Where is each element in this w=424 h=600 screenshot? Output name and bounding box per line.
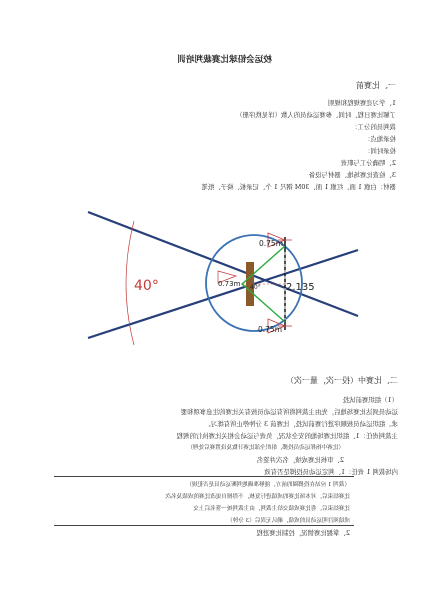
section1-heading: 一、比赛前 [356, 81, 396, 90]
section1-line: 了解比赛日程、时间、参赛运动员的人数（详见秩序册） [236, 111, 396, 119]
section2-line: （裁判 1 应站在投掷圈的前方，能够准确地判断运动员是否犯规） [186, 482, 350, 488]
section2-line: 成绩须注明运动员的成绩，确认无误后（3 分钟） [227, 518, 350, 524]
section1-line: 器材：白旗 1 面、红旗 1 面、30M 钢尺 1 个、记录板、椅子、纸笔 [201, 183, 396, 191]
section1-line: 2、明确分工与职责 [340, 159, 396, 167]
section2-line: 比赛结束后，将比赛成绩交给主裁判，由主裁判统一签名后上交 [193, 506, 350, 512]
label-top: 0.75m [259, 239, 284, 248]
section1-line: 裁判员的分工： [351, 123, 396, 131]
label-bottom: 0.75m [258, 325, 283, 334]
note-box-bottom-rule [54, 525, 354, 526]
section2-line: （1）组织赛前试投 [342, 396, 398, 404]
label-circle-diameter: 2.135 [286, 282, 315, 293]
section1-line: 检录时间： [364, 147, 396, 155]
section2-line: 2、掌握比赛情况，控制比赛进程 [256, 529, 350, 537]
section2-line: 求。组织运动员按顺序进行赛前试投，比赛前 3 分钟停止所有练习。 [204, 420, 398, 428]
section2-line: 主裁判责任：1、组织比赛场地的安全状况，负责与运动会相关比赛执行的规程 [176, 432, 398, 440]
angle-label: 40° [134, 278, 159, 294]
section2-line: 比赛结束后，对本场比赛的成绩进行复核，不得擅自更改比赛的成绩及名次 [165, 494, 350, 500]
angle-arc [126, 221, 134, 345]
section2-line: （比赛中指挥运动员投掷，组织全部比赛计数及设置赛后处理） [187, 445, 344, 451]
label-mid: 0.73m [218, 280, 241, 288]
section1-line: 3、检查比赛场地、器材与设备 [308, 171, 396, 179]
section2-line: 运动员到达比赛场地后，先由主裁判将所有运动员按有关比赛的注意事项和要 [180, 408, 398, 416]
section1-line: 1、学习竞赛规程和规则 [328, 99, 396, 107]
note-box-top-rule [54, 476, 354, 477]
section2-heading: 二、比赛中（投一次，量一次） [286, 376, 398, 385]
label-inner-angle: 40° [250, 284, 261, 291]
section1-line: 检录地点： [364, 135, 396, 143]
section2-line: 内场裁判 1 责任：1、判定运动员投掷是否有效 [264, 468, 398, 476]
document-title: 校运会铅球比赛裁判培训 [177, 55, 272, 65]
section2-line: 2、审核比赛成绩，名次并签名 [256, 456, 344, 464]
